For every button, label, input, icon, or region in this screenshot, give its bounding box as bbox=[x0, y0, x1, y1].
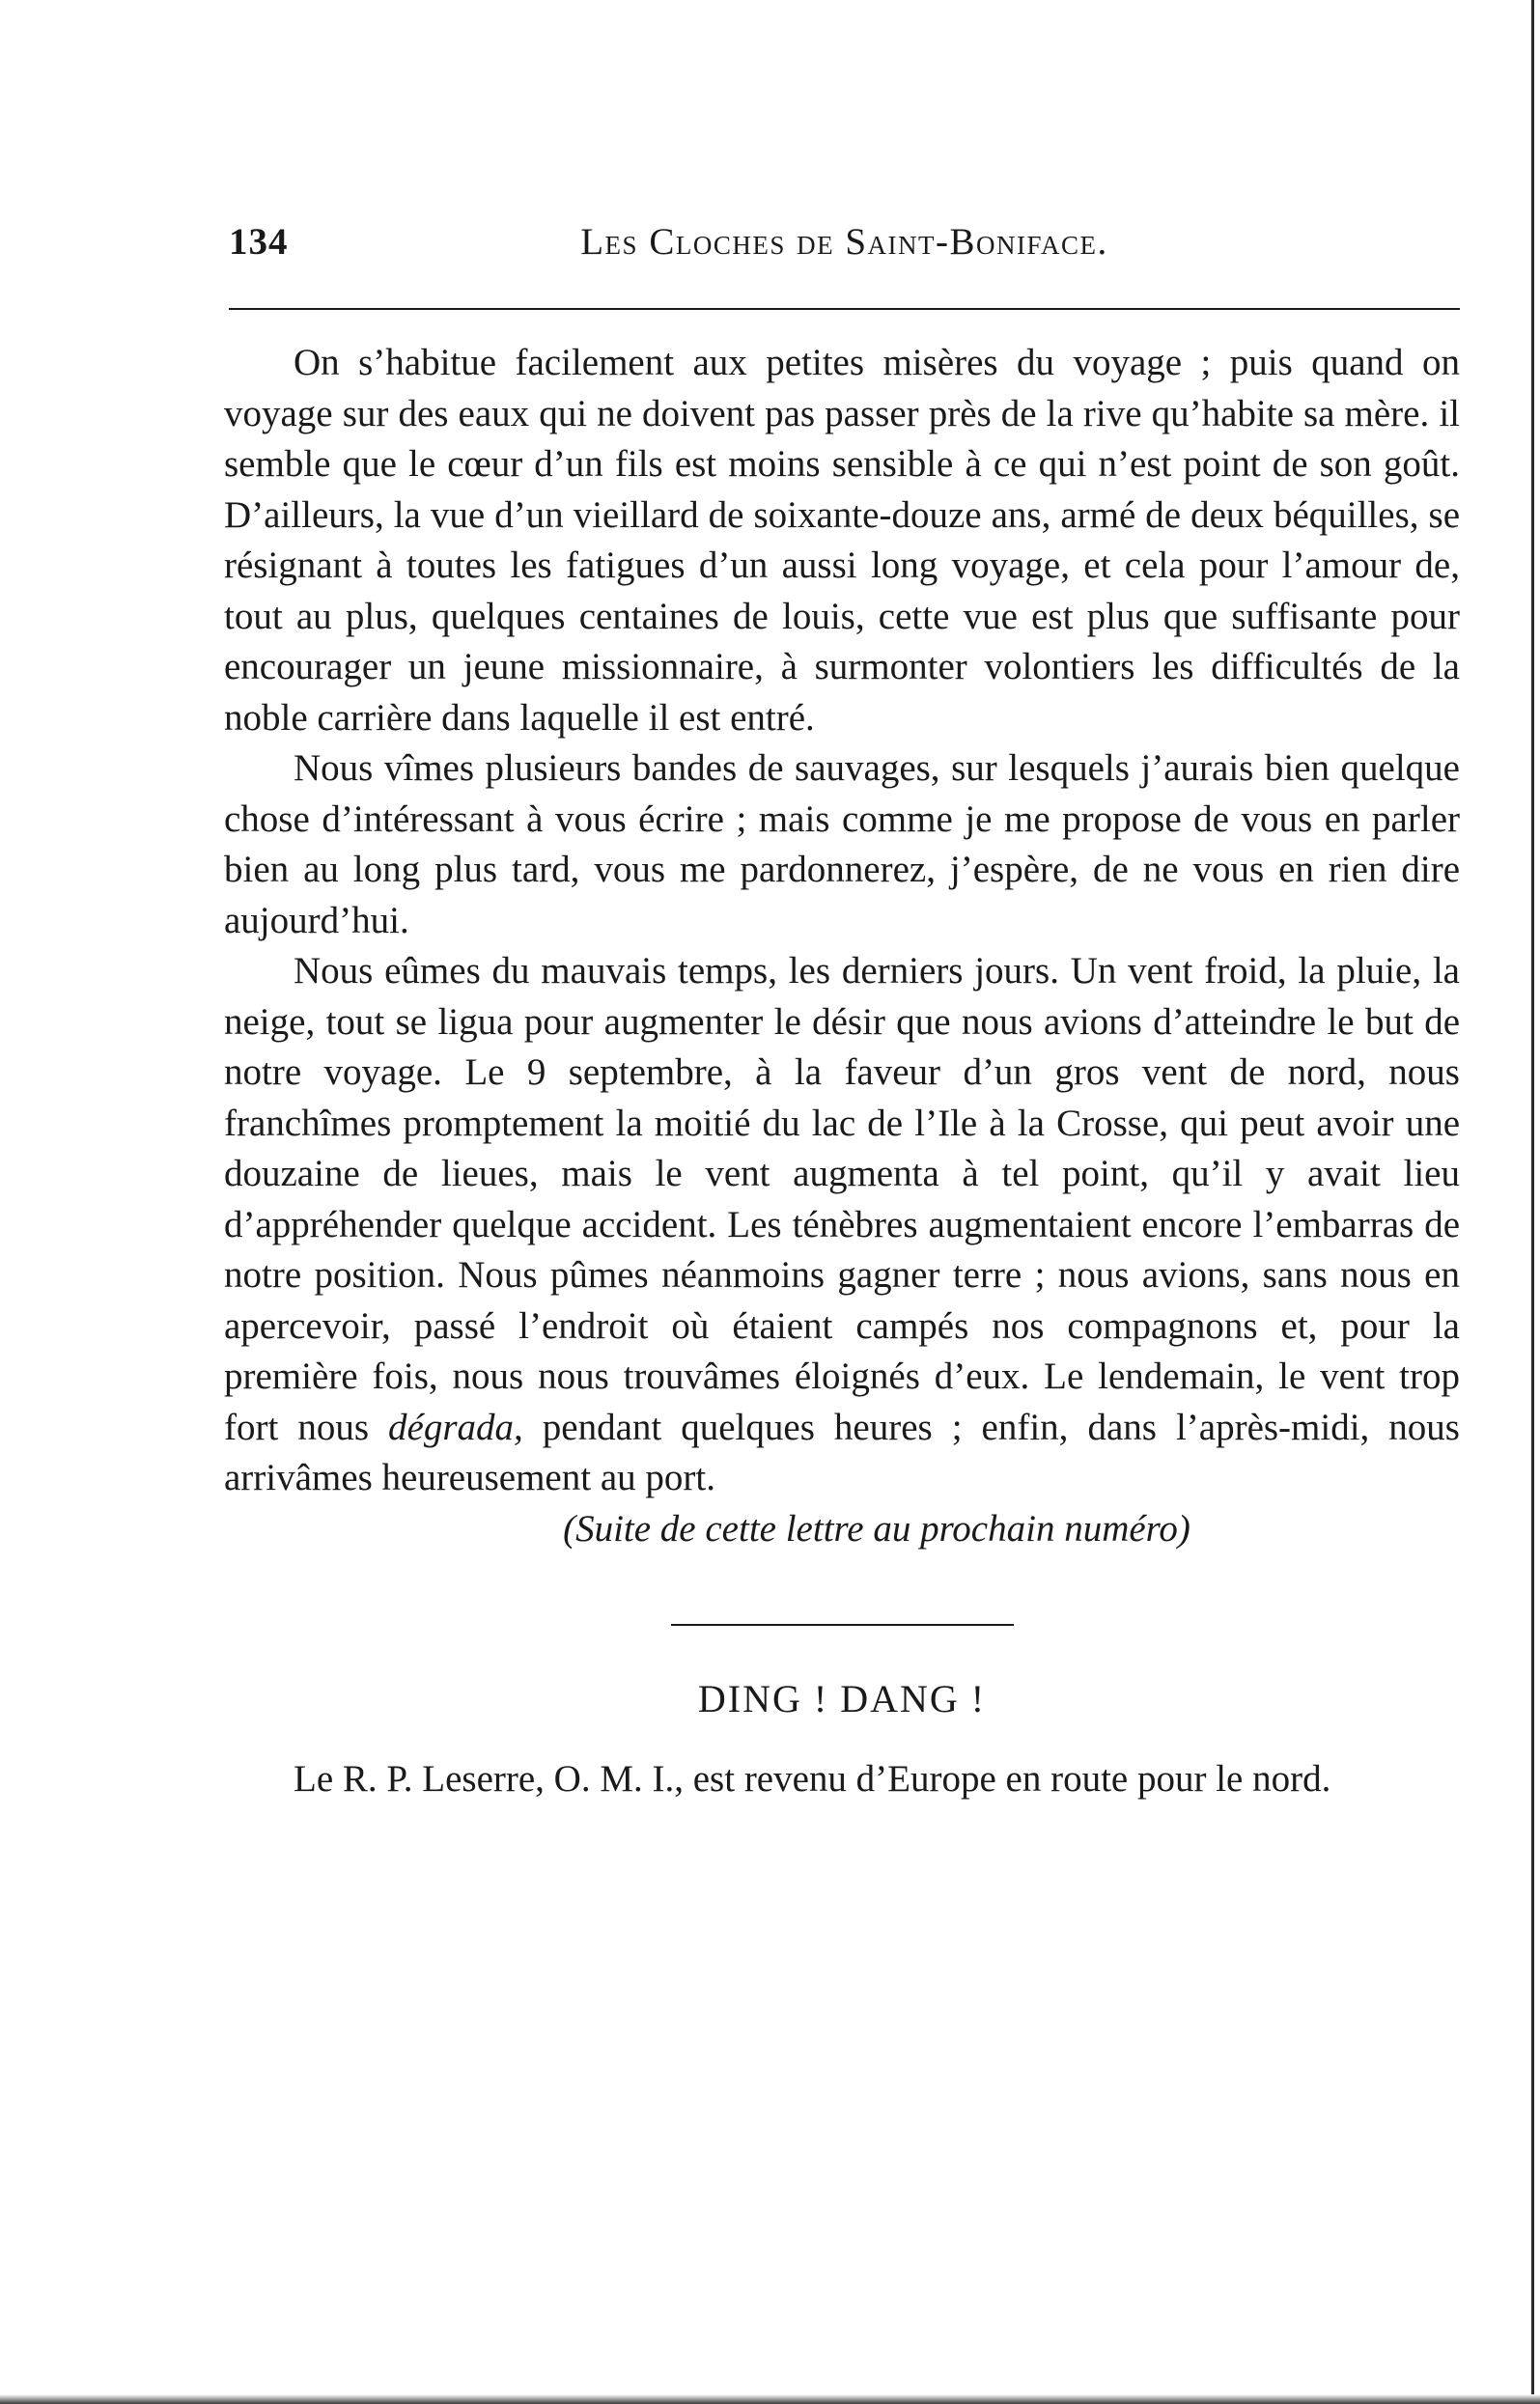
news-paragraph: Le R. P. Leserre, O. M. I., est revenu d’Europe en route pour le nord. bbox=[294, 1757, 1331, 1800]
running-head bbox=[229, 220, 1460, 278]
section-title: DING ! DANG ! bbox=[697, 1677, 987, 1720]
paragraph-3-text-end: pendant quelques heures ; enfin, dans l’après-midi, nous arrivâmes heureusement au port. bbox=[224, 1406, 1460, 1498]
letter-paragraph-1: On s’habitue facilement aux petites misères du voyage ; puis quand on voyage sur des eaux qui ne doivent pas passer près de la rive qu’habite sa mère. il semble que le cœur d’un fils est moins sensible à ce qui n’est point de son goût. D’ailleurs, la vue d’un vieillard de soixante-douze ans, armé de deux béquilles, se résignant à toutes les fatigues d’un aussi long voyage, et cela pour l’amour de, tout au plus, quelques centaines de louis, cette vue est plus que suffisante pour encourager un jeune missionnaire, à surmonter volontiers les difficultés de la noble carrière dans laquelle il est entré. bbox=[224, 342, 1460, 739]
continued-note: (Suite de cette lettre au prochain numéro) bbox=[563, 1507, 1190, 1550]
running-title: Les Cloches de Saint-Boniface. bbox=[580, 221, 1108, 263]
page-number: 134 bbox=[229, 221, 289, 263]
header-rule bbox=[229, 308, 1460, 310]
page-body bbox=[224, 338, 1460, 1804]
paragraph-3-text: Nous eûmes du mauvais temps, les derniers jours. Un vent froid, la pluie, la neige, tout se ligua pour augmenter le désir que nous avions d’atteindre le but de notre voyage. Le 9 septembre, à la faveur d’un gros vent de nord, nous franchîmes promptement la moitié du lac de l’Ile à la Crosse, qui peut avoir une douzaine de lieues, mais le vent augmenta à tel point, qu’il y avait lieu d’appréhender quelque accident. Les ténèbres augmentaient encore l’embarras de notre position. Nous pûmes néanmoins gagner terre ; nous avions, sans nous en apercevoir, passé l’endroit où étaient campés nos compagnons et, pour la première fois, nous nous trouvâmes éloignés d’eux. Le lendemain, le vent trop fort nous bbox=[224, 950, 1460, 1448]
letter-paragraph-2: Nous vîmes plusieurs bandes de sauvages, sur lesquels j’aurais bien quelque chose d’intéressant à vous écrire ; mais comme je me propose de vous en parler bien au long plus tard, vous me pardonnerez, j’espère, de ne vous en rien dire aujourd’hui. bbox=[224, 747, 1460, 941]
page-bottom-edge bbox=[0, 2394, 1540, 2404]
letter-paragraph-3 bbox=[224, 946, 1460, 1504]
section-rule bbox=[671, 1624, 1014, 1626]
page-edge bbox=[1531, 0, 1534, 2404]
italic-word: dégrada, bbox=[388, 1406, 523, 1448]
